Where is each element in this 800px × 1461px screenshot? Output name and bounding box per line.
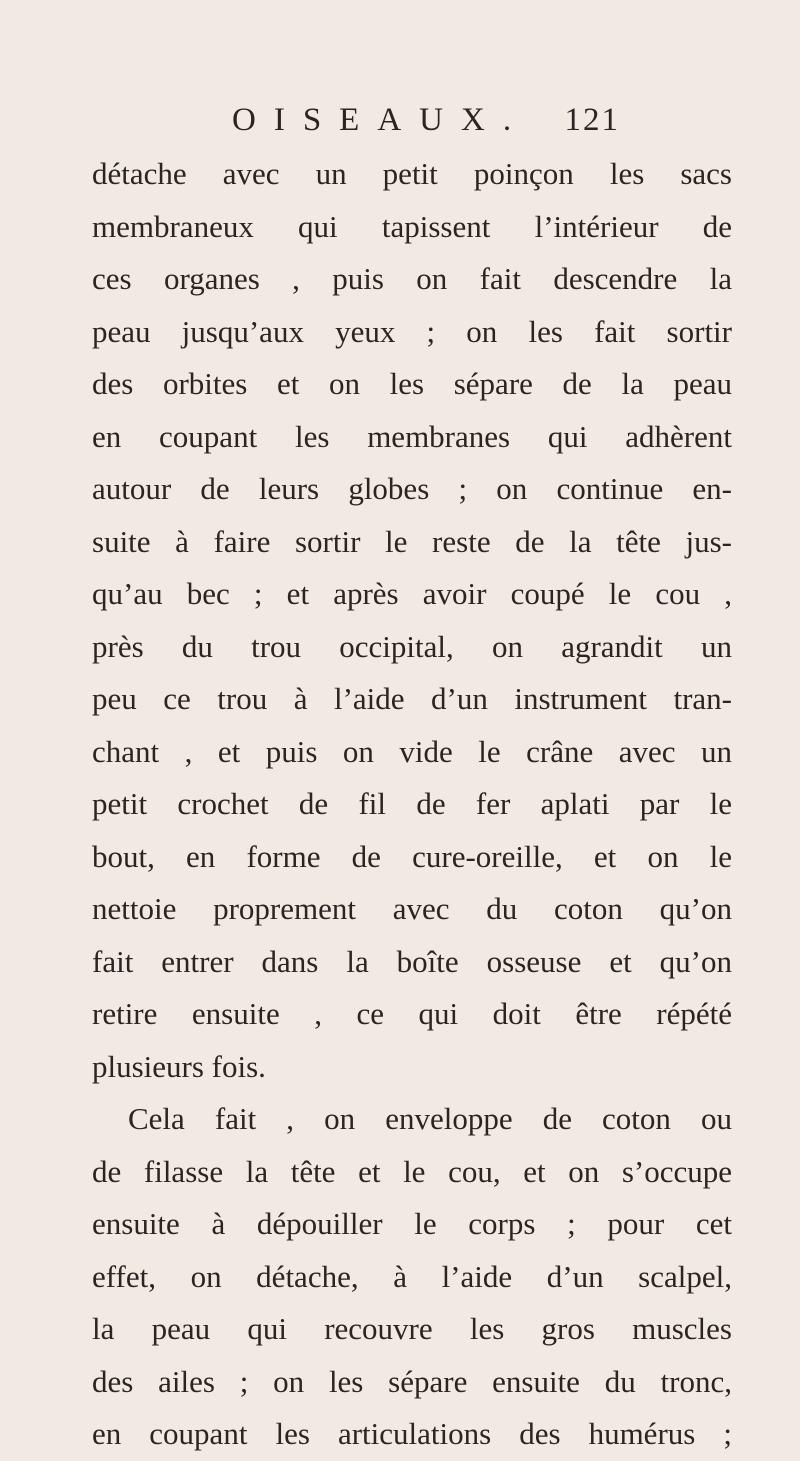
running-title: OISEAUX.	[232, 102, 530, 138]
text-line: suite à faire sortir le reste de la tête jus-	[92, 523, 732, 559]
text-line: chant , et puis on vide le crâne avec un	[92, 733, 732, 769]
text-line: des ailes ; on les sépare ensuite du tronc,	[92, 1363, 732, 1399]
text-line: effet, on détache, à l’aide d’un scalpel,	[92, 1258, 732, 1294]
running-head	[232, 98, 620, 142]
text-line: bout, en forme de cure-oreille, et on le	[92, 838, 732, 874]
text-line: ces organes , puis on fait descendre la	[92, 261, 732, 296]
text-line: petit crochet de fil de fer aplati par le	[92, 786, 732, 821]
text-line: la peau qui recouvre les gros muscles	[92, 1311, 732, 1346]
text-line: de filasse la tête et le cou, et on s’occupe	[92, 1153, 732, 1189]
text-line: peau jusqu’aux yeux ; on les fait sortir	[92, 313, 732, 349]
text-line: en coupant les membranes qui adhèrent	[92, 418, 732, 454]
text-line: ensuite à dépouiller le corps ; pour cet	[92, 1206, 732, 1241]
text-line: en coupant les articulations des humérus ;	[92, 1416, 732, 1451]
text-line: membraneux qui tapissent l’intérieur de	[92, 208, 732, 244]
text-line: autour de leurs globes ; on continue en-	[92, 471, 732, 506]
text-line: Cela fait , on enveloppe de coton ou	[128, 1101, 732, 1136]
text-line: détache avec un petit poinçon les sacs	[92, 156, 732, 191]
text-line: retire ensuite , ce qui doit être répété	[92, 996, 732, 1031]
text-line: des orbites et on les sépare de la peau	[92, 366, 732, 401]
text-line: près du trou occipital, on agrandit un	[92, 628, 732, 664]
text-line: peu ce trou à l’aide d’un instrument tran-	[92, 681, 732, 716]
paragraph-2	[92, 1093, 732, 1461]
page-number: 121	[564, 102, 620, 138]
text-line: plusieurs fois.	[92, 1048, 266, 1084]
text-line: nettoie proprement avec du coton qu’on	[92, 891, 732, 926]
text-line: fait entrer dans la boîte osseuse et qu’on	[92, 943, 732, 979]
body-text	[92, 148, 732, 1461]
paragraph-1	[92, 148, 732, 1093]
text-line: qu’au bec ; et après avoir coupé le cou ,	[92, 576, 732, 611]
